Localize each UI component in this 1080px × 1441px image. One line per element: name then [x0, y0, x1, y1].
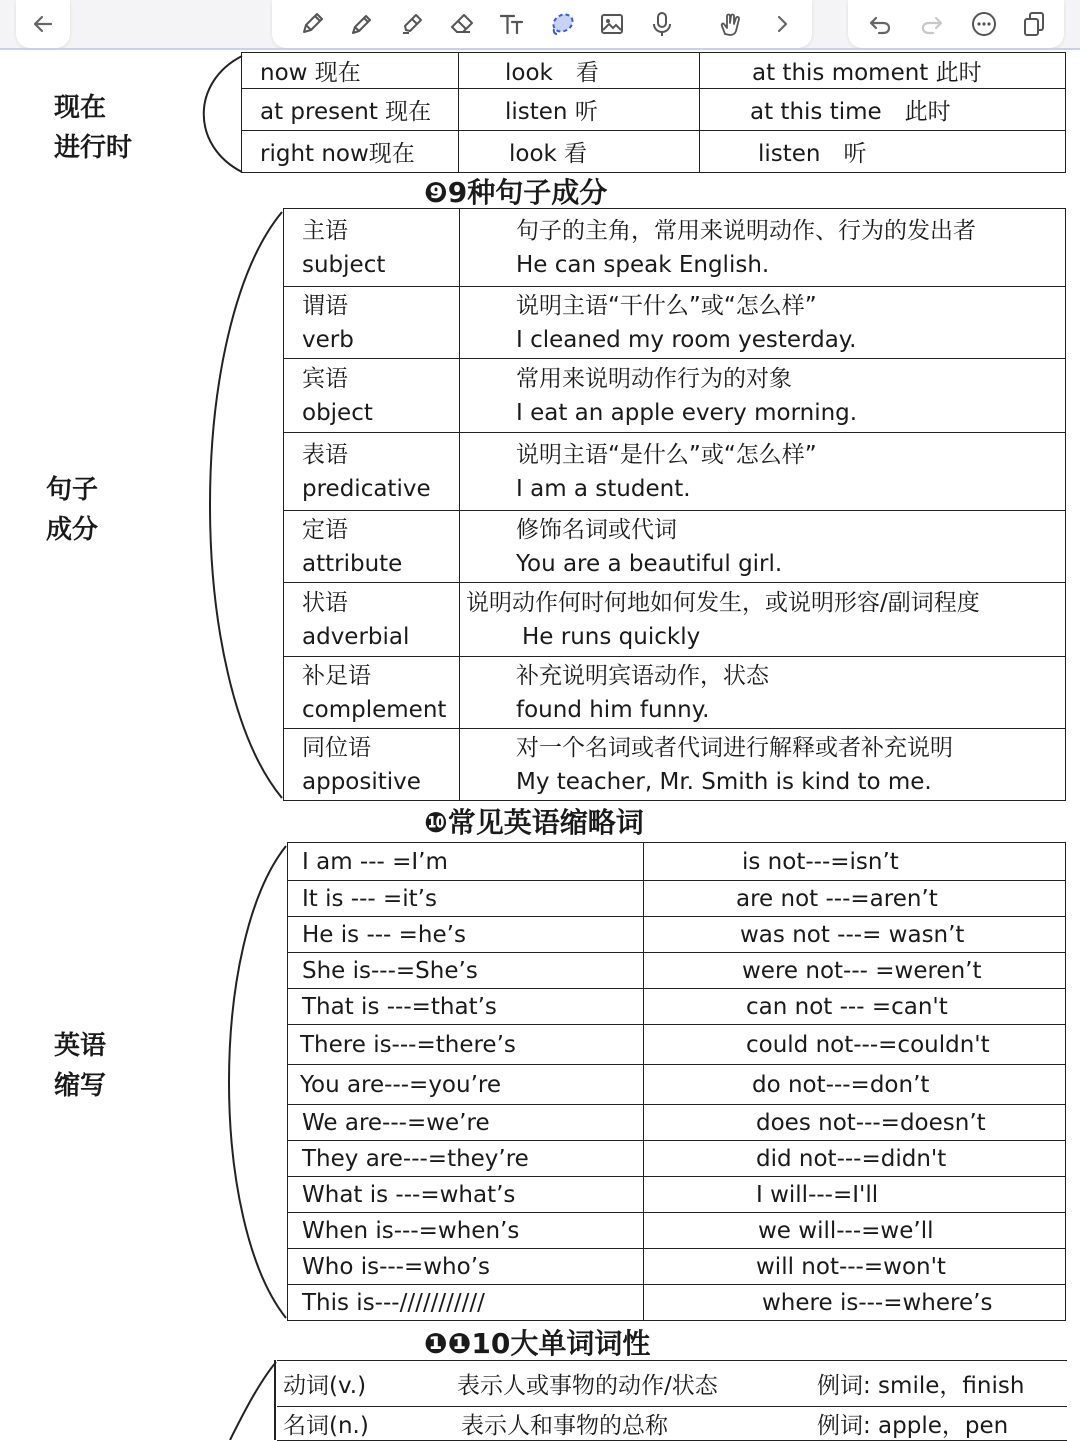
table-cell: did not---=didn't [644, 1141, 1066, 1177]
table-cell: listen 听 [700, 131, 1066, 173]
component-name-cell: 状语 adverbial [284, 583, 460, 657]
table-cell: were not--- =weren’t [644, 953, 1066, 989]
component-desc-cell: 修饰名词或代词 You are a beautiful girl. [460, 511, 1066, 583]
lasso-icon[interactable] [544, 6, 580, 42]
table-cell: does not---=doesn’t [644, 1105, 1066, 1141]
tense-brace [186, 52, 246, 176]
word-class-left-rule [274, 1360, 276, 1440]
component-desc-cell: 说明动作何时何地如何发生，或说明形容/副词程度 He runs quickly [460, 583, 1066, 657]
table-cell: I will---=I'll [644, 1177, 1066, 1213]
component-name-cell: 补足语 complement [284, 657, 460, 729]
abbreviation-table [287, 842, 1066, 1321]
component-desc-cell: 对一个名词或者代词进行解释或者补充说明 My teacher, Mr. Smith is kind to me. [460, 729, 1066, 801]
sentence-brace [186, 208, 286, 802]
sentence-heading: ❾9种句子成分 [424, 176, 608, 209]
component-name-cell: 同位语 appositive [284, 729, 460, 801]
table-cell: will not---=won't [644, 1249, 1066, 1285]
table-row [288, 881, 1066, 917]
table-cell: We are---=we’re [288, 1105, 644, 1141]
table-row [284, 729, 1066, 801]
table-row [284, 209, 1066, 287]
word-class-table [277, 1360, 1067, 1441]
table-cell: was not ---= wasn’t [644, 917, 1066, 953]
eraser-icon[interactable] [444, 6, 480, 42]
table-cell: where is---=where’s [644, 1285, 1066, 1321]
component-desc-cell: 句子的主角，常用来说明动作、行为的发出者 He can speak English. [460, 209, 1066, 287]
table-row [242, 53, 1066, 89]
component-name-cell: 定语 attribute [284, 511, 460, 583]
tense-table [241, 52, 1066, 173]
table-cell: at this moment 此时 [700, 53, 1066, 89]
table-row [288, 1141, 1066, 1177]
component-desc-cell: 补充说明宾语动作，状态 found him funny. [460, 657, 1066, 729]
table-cell: look 看 [459, 53, 700, 89]
table-row [288, 1025, 1066, 1065]
table-cell: are not ---=aren’t [644, 881, 1066, 917]
pen-icon[interactable] [294, 6, 330, 42]
table-cell: now 现在 [242, 53, 459, 89]
image-icon[interactable] [594, 6, 630, 42]
table-row [288, 1105, 1066, 1141]
table-cell: What is ---=what’s [288, 1177, 644, 1213]
toolbar-tools-group [272, 0, 812, 48]
table-cell: at present 现在 [242, 89, 459, 131]
table-row [288, 989, 1066, 1025]
table-row [284, 657, 1066, 729]
component-name-cell: 主语 subject [284, 209, 460, 287]
table-row [288, 1285, 1066, 1321]
table-cell: You are---=you’re [288, 1065, 644, 1105]
table-cell: It is --- =it’s [288, 881, 644, 917]
table-row [242, 89, 1066, 131]
table-row [288, 1213, 1066, 1249]
table-cell: we will---=we’ll [644, 1213, 1066, 1249]
table-row [288, 1249, 1066, 1285]
table-cell: 名词(n.) [277, 1407, 421, 1441]
toolbar-actions-group [848, 0, 1064, 48]
table-row [284, 433, 1066, 511]
table-row [288, 1177, 1066, 1213]
table-row [284, 287, 1066, 359]
table-row [288, 917, 1066, 953]
tense-label: 现在 进行时 [54, 93, 133, 163]
pages-icon[interactable] [1016, 6, 1052, 42]
component-name-cell: 表语 predicative [284, 433, 460, 511]
sentence-table [283, 208, 1066, 801]
table-row [277, 1407, 1067, 1441]
table-cell: listen 听 [459, 89, 700, 131]
word-class-brace [224, 1360, 280, 1440]
table-cell: at this time 此时 [700, 89, 1066, 131]
component-desc-cell: 说明主语“是什么”或“怎么样” I am a student. [460, 433, 1066, 511]
word-class-heading: ❶❶10大单词词性 [424, 1327, 651, 1360]
table-cell: 表示人和事物的总称 [421, 1407, 811, 1441]
highlighter-icon[interactable] [394, 6, 430, 42]
table-cell: 例词: apple，pen [811, 1407, 1067, 1441]
table-cell: They are---=they’re [288, 1141, 644, 1177]
table-row [277, 1361, 1067, 1407]
abbreviation-label: 英语 缩写 [54, 1031, 107, 1101]
table-row [284, 359, 1066, 433]
table-cell: Who is---=who’s [288, 1249, 644, 1285]
touch-hand-icon[interactable] [712, 6, 748, 42]
table-cell: can not --- =can't [644, 989, 1066, 1025]
sentence-label: 句子 成分 [46, 475, 99, 545]
more-icon[interactable] [966, 6, 1002, 42]
microphone-icon[interactable] [644, 6, 680, 42]
toolbar-divider [0, 48, 1080, 50]
table-cell: When is---=when’s [288, 1213, 644, 1249]
table-cell: 动词(v.) [277, 1361, 421, 1407]
component-name-cell: 谓语 verb [284, 287, 460, 359]
component-desc-cell: 说明主语“干什么”或“怎么样” I cleaned my room yesterday. [460, 287, 1066, 359]
table-cell: There is---=there’s [288, 1025, 644, 1065]
back-arrow-icon[interactable] [25, 6, 61, 42]
abbreviation-brace [210, 842, 290, 1322]
component-name-cell: 宾语 object [284, 359, 460, 433]
table-cell: do not---=don’t [644, 1065, 1066, 1105]
table-cell: is not---=isn’t [644, 843, 1066, 881]
pencil-icon[interactable] [344, 6, 380, 42]
table-cell: look 看 [459, 131, 700, 173]
undo-icon[interactable] [862, 6, 898, 42]
chevron-right-icon[interactable] [764, 6, 800, 42]
table-row [288, 953, 1066, 989]
text-tool-icon[interactable] [494, 6, 530, 42]
table-cell: 例词: smile，finish [811, 1361, 1067, 1407]
toolbar-nav-group [16, 0, 70, 48]
table-cell: I am --- =I’m [288, 843, 644, 881]
component-desc-cell: 常用来说明动作行为的对象 I eat an apple every morning. [460, 359, 1066, 433]
top-toolbar [0, 0, 1080, 50]
table-row [288, 1065, 1066, 1105]
table-cell: could not---=couldn't [644, 1025, 1066, 1065]
table-cell: 表示人或事物的动作/状态 [421, 1361, 811, 1407]
table-row [288, 843, 1066, 881]
table-cell: This is---/////////// [288, 1285, 644, 1321]
table-row [284, 511, 1066, 583]
abbreviation-heading: ❿常见英语缩略词 [424, 806, 644, 839]
table-cell: She is---=She’s [288, 953, 644, 989]
redo-icon[interactable] [914, 6, 950, 42]
table-cell: right now现在 [242, 131, 459, 173]
table-row [284, 583, 1066, 657]
table-cell: He is --- =he’s [288, 917, 644, 953]
table-row [242, 131, 1066, 173]
table-cell: That is ---=that’s [288, 989, 644, 1025]
